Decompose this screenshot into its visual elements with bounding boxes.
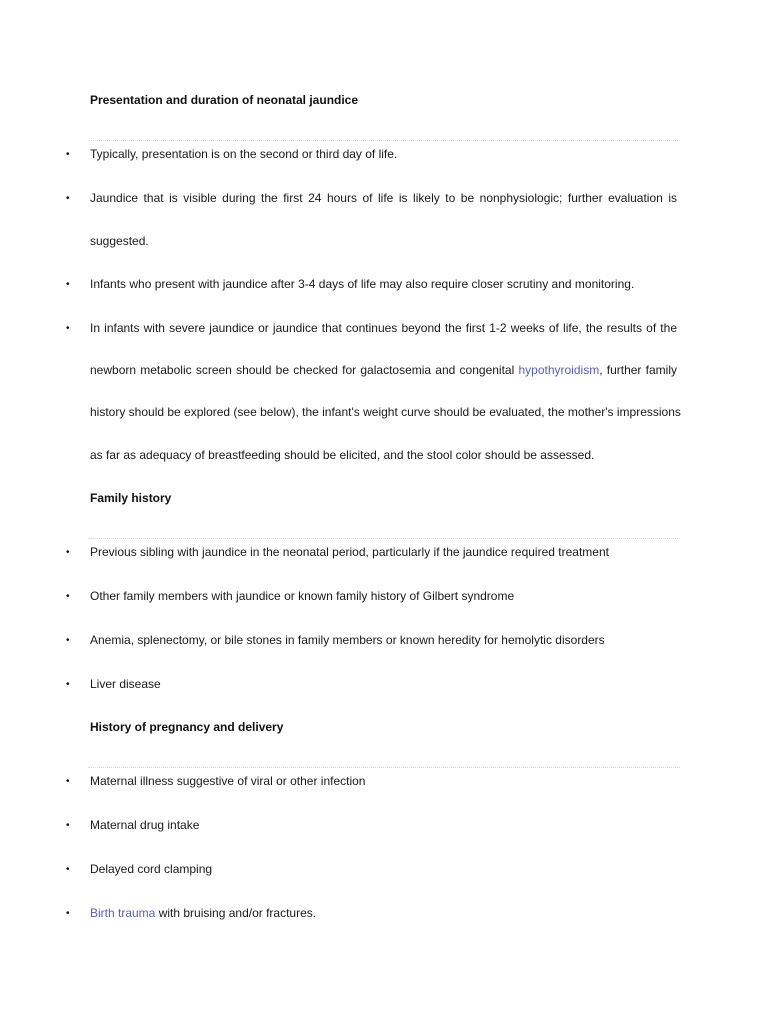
list-item-text: Previous sibling with jaundice in the neonatal period, particularly if the jaundice required treatment	[90, 545, 609, 559]
bullet-icon: •	[66, 908, 70, 919]
list-item-text-line: suggested.	[90, 234, 149, 248]
bullet-icon: •	[66, 679, 70, 690]
bullet-icon: •	[66, 864, 70, 875]
list-item-text-line: Jaundice that is visible during the first 24 hours of life is likely to be nonphysiologic; further evaluation is	[90, 191, 677, 205]
list-item-text: Typically, presentation is on the second or third day of life.	[90, 147, 398, 161]
bullet-icon: •	[66, 279, 70, 290]
birth-trauma-link[interactable]: Birth trauma	[90, 906, 156, 920]
list-item-text-line: as far as adequacy of breastfeeding should be elicited, and the stool color should be assessed.	[90, 448, 595, 462]
list-item-text: Maternal drug intake	[90, 818, 200, 832]
bullet-icon: •	[66, 591, 70, 602]
section-divider	[88, 767, 680, 768]
list-item-text: Maternal illness suggestive of viral or other infection	[90, 774, 366, 788]
bullet-icon: •	[66, 776, 70, 787]
section-heading-presentation: Presentation and duration of neonatal jaundice	[90, 93, 359, 107]
bullet-icon: •	[66, 820, 70, 831]
bullet-icon: •	[66, 547, 70, 558]
list-item-text: Delayed cord clamping	[90, 862, 213, 876]
section-divider	[88, 538, 680, 539]
text-segment: with bruising and/or fractures.	[155, 906, 317, 920]
list-item-text: Anemia, splenectomy, or bile stones in family members or known heredity for hemolytic disorders	[90, 633, 605, 647]
list-item-text: Infants who present with jaundice after 3-4 days of life may also require closer scrutiny and monitoring.	[90, 277, 635, 291]
bullet-icon: •	[66, 635, 70, 646]
bullet-icon: •	[66, 323, 70, 334]
list-item-text-line: In infants with severe jaundice or jaundice that continues beyond the first 1-2 weeks of life, the results of the	[90, 321, 677, 335]
section-heading-family-history: Family history	[90, 491, 172, 505]
text-segment: , further family	[599, 363, 677, 377]
list-item-text-line	[90, 363, 677, 378]
bullet-icon: •	[66, 149, 70, 160]
list-item-text-line: history should be explored (see below), the infant's weight curve should be evaluated, the mother's impressions	[90, 405, 681, 419]
section-heading-pregnancy-delivery: History of pregnancy and delivery	[90, 720, 284, 734]
list-item-text: Liver disease	[90, 677, 161, 691]
bullet-icon: •	[66, 193, 70, 204]
text-segment: newborn metabolic screen should be checked for galactosemia and congenital	[90, 363, 519, 377]
hypothyroidism-link[interactable]: hypothyroidism	[518, 363, 600, 377]
list-item-text: Other family members with jaundice or known family history of Gilbert syndrome	[90, 589, 515, 603]
list-item-text	[90, 906, 677, 921]
section-divider	[88, 140, 680, 141]
